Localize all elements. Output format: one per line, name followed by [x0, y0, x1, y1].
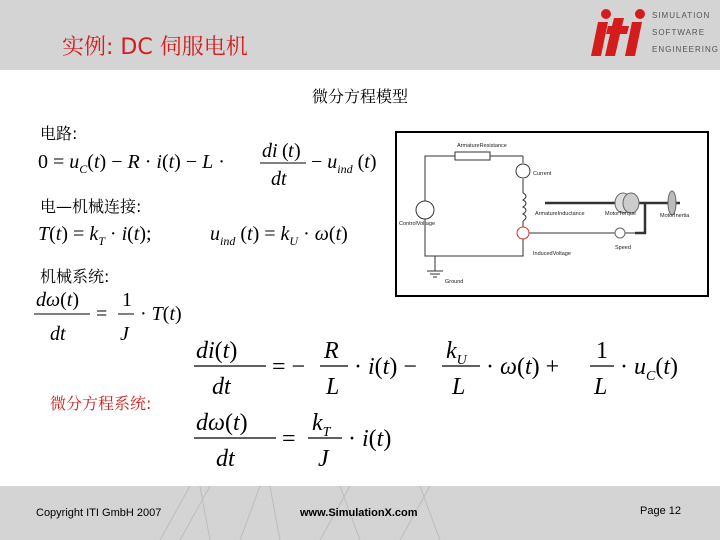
svg-text:1: 1 — [122, 289, 132, 311]
svg-text:dt: dt — [216, 446, 235, 472]
svg-text:=: = — [96, 303, 108, 325]
svg-text:uind (t) = kU · ω(t): $u_{ind}$ $(t) = k_U \cdot \omega(t)$ — [210, 223, 348, 248]
svg-text:=: = — [282, 426, 296, 452]
motor-circuit-diagram — [395, 131, 709, 297]
slide-subtitle: 微分方程模型 — [311, 87, 408, 106]
mech-equation — [30, 284, 210, 346]
label-ground: Ground — [445, 279, 464, 285]
label-motor-inertia: MotorInertia — [660, 213, 690, 219]
coupling-label: 电—机械连接: — [40, 197, 142, 216]
svg-text:kT: $k_T$ — [312, 410, 331, 440]
svg-text:J: J — [318, 446, 329, 472]
label-armature-resistance: ArmatureResistance — [457, 143, 507, 149]
coupling-equations — [30, 216, 395, 252]
footer-url[interactable]: www.SimulationX.com — [300, 507, 418, 519]
mech-label: 机械系统: — [40, 267, 110, 286]
svg-text:0 = uC(t) − R · i(t) − L ·: $0 = u_C(t) - R \cdot i(t) - L$ · — [38, 151, 225, 176]
svg-text:R: R — [324, 338, 339, 364]
svg-text:· i(t): · i(t) — [348, 426, 392, 452]
circuit-label: 电路: — [40, 124, 78, 143]
label-induced-voltage: InducedVoltage — [533, 251, 571, 257]
label-armature-inductance: ArmatureInductance — [535, 211, 585, 217]
svg-text:J: J — [120, 323, 129, 345]
svg-text:· ω(t) +: · ω(t) + — [486, 354, 560, 380]
logo-text-software: SOFTWARE — [652, 28, 706, 37]
logo-text-engineering: ENGINEERING — [652, 45, 720, 54]
svg-text:1: 1 — [596, 338, 608, 364]
svg-text:dt: dt — [50, 323, 66, 345]
label-speed: Speed — [615, 245, 631, 251]
svg-text:dt: dt — [271, 168, 287, 190]
iti-logo — [588, 8, 650, 58]
svg-text:L: L — [594, 374, 608, 400]
slide-title: 实例: DC 伺服电机 — [62, 35, 248, 60]
logo-text-simulation: SIMULATION — [652, 11, 711, 20]
svg-text:dω(t): dω(t) — [196, 410, 248, 436]
system-equations — [190, 332, 710, 482]
footer-copyright: Copyright ITI GmbH 2007 — [36, 507, 162, 519]
label-control-voltage: ControlVoltage — [399, 221, 436, 227]
svg-text:di: di — [262, 140, 278, 162]
label-motor-torque: MotorTorque — [605, 211, 636, 217]
system-label: 微分方程系统: — [50, 394, 152, 413]
svg-text:): ) — [294, 140, 301, 162]
circuit-equation — [30, 136, 395, 194]
svg-text:dt: dt — [212, 374, 231, 400]
svg-text:T(t) = kT · i(t);: $T(t) = k_T \cdot i(t)$; — [38, 223, 152, 248]
svg-text:L: L — [452, 374, 466, 400]
svg-text:− uind (t): − $u_{ind}$ (t) — [311, 151, 377, 176]
svg-text:dω(t): dω(t) — [36, 289, 80, 311]
svg-text:· uC(t): · $u_C(t)$ — [620, 354, 679, 384]
svg-text:· T(t): · T(t) — [140, 303, 182, 325]
svg-text:(: ( — [282, 140, 289, 162]
label-current: Current — [533, 171, 552, 177]
svg-text:di(t): di(t) — [196, 338, 238, 364]
footer-page-number: Page 12 — [640, 505, 681, 517]
svg-text:= −: = − — [272, 354, 306, 380]
svg-text:t: t — [288, 140, 294, 162]
svg-text:L: L — [326, 374, 340, 400]
svg-text:kU: $k_U$ — [446, 338, 467, 368]
svg-text:· i(t) −: · i(t) − — [354, 354, 417, 380]
